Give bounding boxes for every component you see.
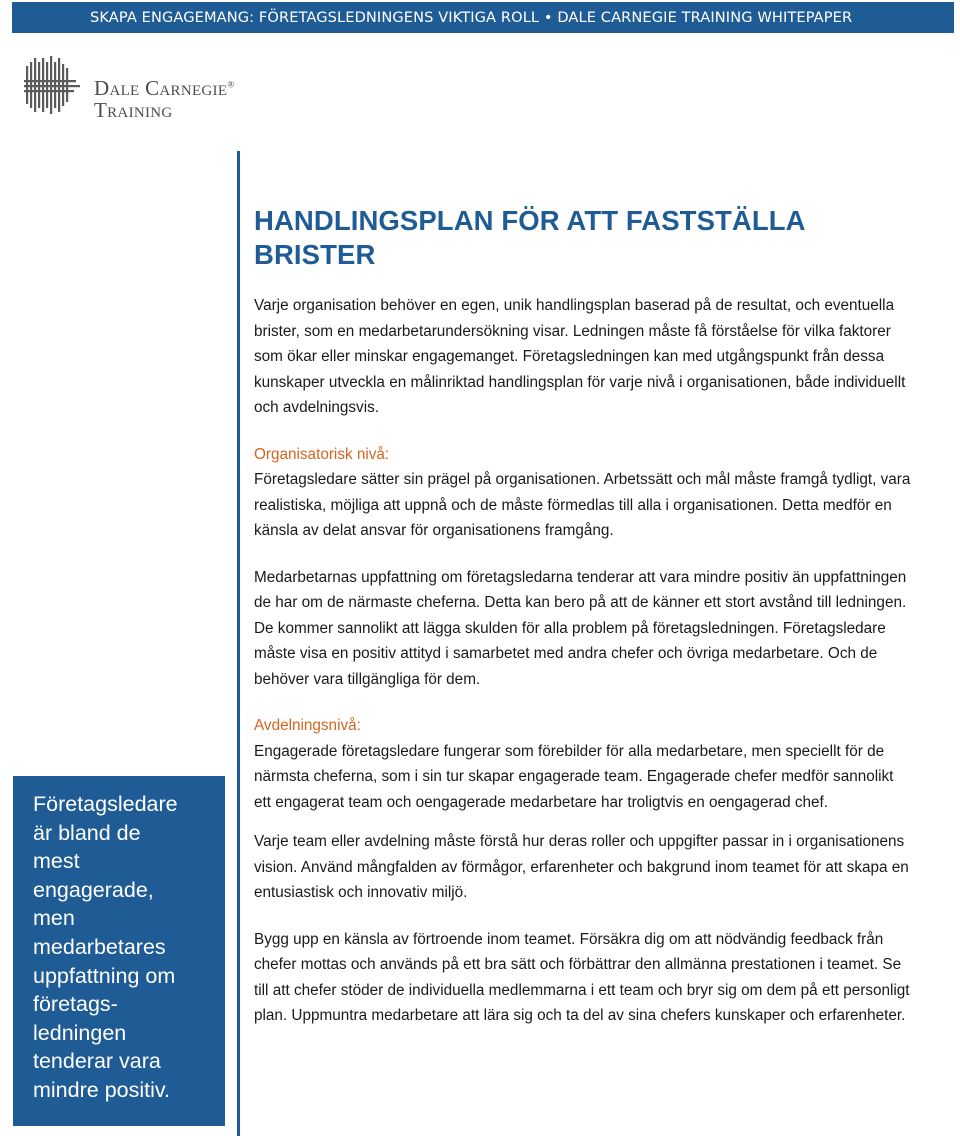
registered-mark-icon: ® [227, 79, 235, 90]
organisational-paragraph-1: Företagsledare sätter sin prägel på organisationen. Arbetssätt och mål måste framgå tydligt, vara realistiska, möjliga att uppnå och de måste förmedlas till alla i organisationen. Detta medför en känsla av delat ansvar för organisationens framgång. [254, 471, 911, 539]
logo-line1: Dale Carnegie [94, 76, 228, 100]
department-paragraph-1: Engagerade företagsledare fungerar som förebilder för alla medarbetare, men speciellt för de närmsta cheferna, som i sin tur skapar engagerade team. Engagerade chefer medför sannolikt ett engagerat team och oengagerade medarbetare har troligtvis en oengagerad chef. [254, 742, 894, 811]
section-heading-organisational: Organisatorisk nivå: [254, 445, 390, 463]
department-paragraph-2: Varje team eller avdelning måste förstå hur deras roller och uppgifter passar in i organisationens vision. Använd mångfalden av förmågor, erfarenheter och bakgrund inom teamet för att skapa en entusiastisk och innovativ miljö. [254, 833, 909, 901]
organisational-paragraph-2: Medarbetarnas uppfattning om företagsledarna tenderar att vara mindre positiv än uppfattningen de har om de närmaste cheferna. Detta kan bero på att de känner ett stort avstånd till ledningen. De kommer sannolikt att lägga skulden för alla problem på företagsledningen. Företagsledare måste visa en positiv attityd i samarbetet med andra chefer och övriga medarbetare. Och de behöver vara tillgängliga för dem. [254, 568, 907, 688]
dale-carnegie-logo-icon [22, 54, 84, 116]
main-content [254, 204, 914, 1029]
department-paragraph-3: Bygg upp en känsla av förtroende inom teamet. Försäkra dig om att nödvändig feedback från chefer mottas och används på ett bra sätt och förbättrar den allmänna prestationen i teamet. Se till att chefer stöder de individuella medlemmarna i ett team och bryr sig om dem på ett personligt plan. Uppmuntra medarbetare att lära sig och ta del av sina chefers kunskaper och erfarenheter. [254, 930, 910, 1024]
intro-paragraph: Varje organisation behöver en egen, unik handlingsplan baserad på de resultat, och eventuella brister, som en medarbetarundersökning visar. Ledningen måste få förståelse för vilka faktorer som ökar eller minskar engagemanget. Företagsledningen kan med utgångspunkt från dessa kunskaper utveckla en målinriktad handlingsplan för varje nivå i organisationen, både individuellt och avdelningsvis. [254, 297, 906, 416]
sidebar-quote-box [13, 776, 225, 1126]
logo-line2: Training [94, 98, 173, 122]
dale-carnegie-logo [22, 54, 252, 122]
vertical-divider [237, 151, 240, 1136]
page-title: HANDLINGSPLAN FÖR ATT FASTSTÄLLA BRISTER [254, 205, 805, 270]
header-text: SKAPA ENGAGEMANG: FÖRETAGSLEDNINGENS VIKTIGA ROLL • DALE CARNEGIE TRAINING WHITEPAPER [90, 9, 853, 26]
sidebar-quote: Företagsledare är bland de mest engagerade, men medarbetares uppfattning om företags- ledningen tenderar vara mindre positiv. [33, 792, 178, 1102]
document-header-bar [12, 2, 954, 33]
logo-wordmark [94, 78, 234, 121]
section-heading-department: Avdelningsnivå: [254, 717, 361, 734]
